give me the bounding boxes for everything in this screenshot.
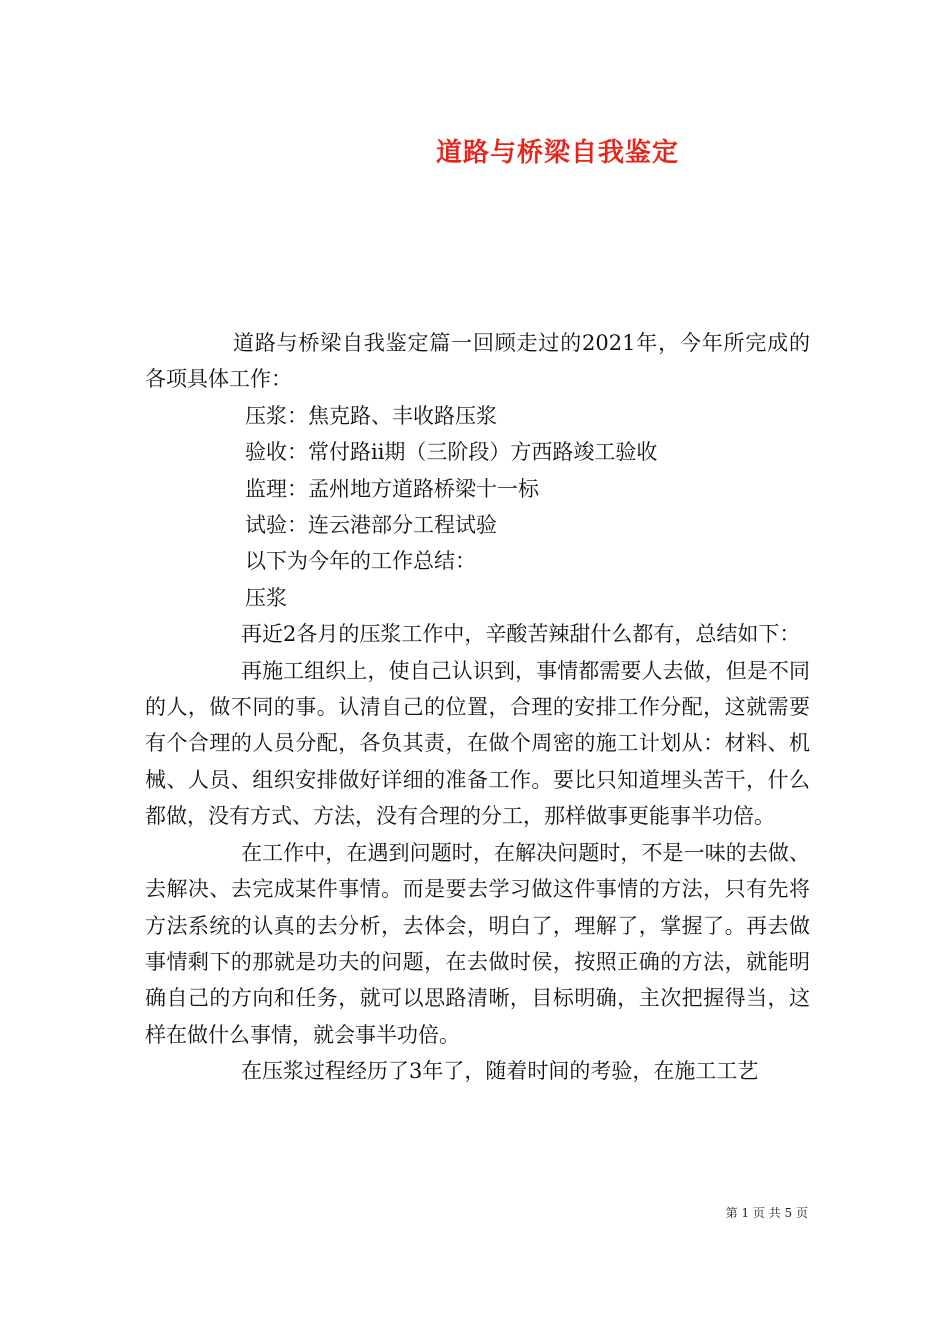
paragraph: 在压浆过程经历了3年了，随着时间的考验，在施工工艺 xyxy=(241,1059,759,1084)
page-number-footer: 第 1 页 共 5 页 xyxy=(725,1206,808,1220)
work-item-acceptance: 验收：常付路ii期（三阶段）方西路竣工验收 xyxy=(245,440,658,465)
document-title: 道路与桥梁自我鉴定 xyxy=(435,138,679,168)
section-heading-grouting: 压浆 xyxy=(245,585,287,610)
document-body xyxy=(145,325,810,1090)
paragraph: 再施工组织上，使自己认识到，事情都需要人去做，但是不同的人，做不同的事。认清自己的位置，合理的安排工作分配，这就需要有个合理的人员分配，各负其责，在做个周密的施工计划从：材料、机械、人员、组织安排做好详细的准备工作。要比只知道埋头苦干，什么都做，没有方式、方法，没有合理的分工，那样做事更能事半功倍。 xyxy=(145,658,810,829)
work-item-testing: 试验：连云港部分工程试验 xyxy=(245,513,497,538)
work-item-grouting: 压浆：焦克路、丰收路压浆 xyxy=(245,403,497,428)
paragraph: 道路与桥梁自我鉴定篇一回顾走过的2021年，今年所完成的各项具体工作： xyxy=(145,331,810,392)
paragraph: 再近2各月的压浆工作中，辛酸苦辣甜什么都有，总结如下： xyxy=(241,622,801,647)
paragraph: 在工作中，在遇到问题时，在解决问题时，不是一味的去做、去解决、去完成某件事情。而是要去学习做这件事情的方法，只有先将方法系统的认真的去分析，去体会，明白了，理解了，掌握了。再去做事情剩下的那就是功夫的问题，在去做时侯，按照正确的方法，就能明确自己的方向和任务，就可以思路清晰，目标明确，主次把握得当，这样在做什么事情，就会事半功倍。 xyxy=(145,840,810,1047)
summary-intro: 以下为今年的工作总结： xyxy=(245,549,476,574)
work-item-supervision: 监理：孟州地方道路桥梁十一标 xyxy=(245,476,539,501)
